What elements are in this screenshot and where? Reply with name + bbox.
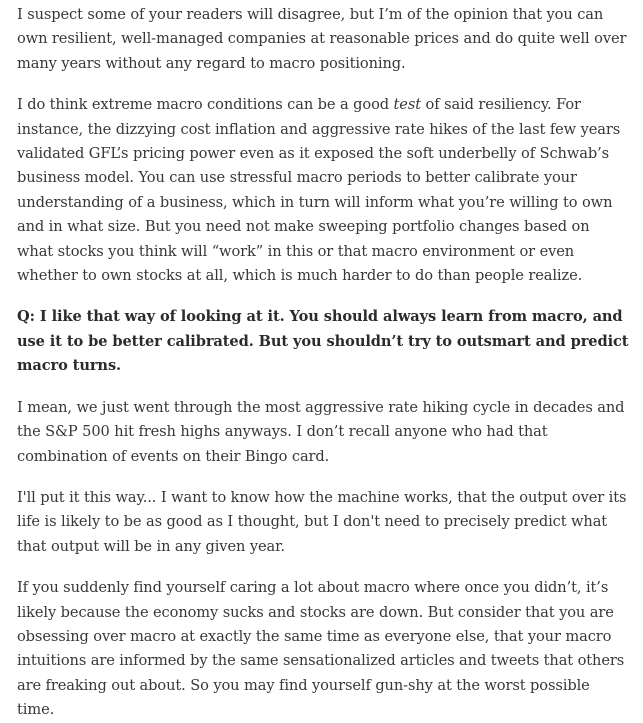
emphasis-test: test (393, 96, 422, 114)
paragraph-text: I'll put it this way... I want to know how the machine works, that the output over its life is likely to be as good as I thought, but I don't need to precisely predict what that output will be in any given year. (17, 488, 627, 555)
paragraph-macro-resiliency (17, 93, 629, 288)
paragraph-text: I do think extreme macro conditions can be a good (17, 96, 394, 114)
paragraph-text: of said resiliency. For instance, the dizzying cost inflation and aggressive rate hikes of the last few years validated GFL’s pricing power even as it exposed the soft underbelly of Schwab’s business model. You can use stressful macro periods to better calibrate your understanding of a business, which in turn will inform what you’re willing to own and in what size. But you need not make sweeping portfolio changes based on what stocks you think will “work” in this or that macro environment or even whether to own stocks at all, which is much harder to do than people realize. (17, 96, 621, 285)
paragraph-machine-works (17, 486, 629, 559)
question-text: Q: I like that way of looking at it. You should always learn from macro, and use it to be better calibrated. But you shouldn’t try to outsmart and predict macro turns. (17, 308, 629, 375)
paragraph-text: If you suddenly find yourself caring a lot about macro where once you didn’t, it’s likely because the economy sucks and stocks are down. But consider that you are obsessing over macro at exactly the same time as everyone else, that your macro intuitions are informed by the same sensationalized articles and tweets that others are freaking out about. So you may find yourself gun-shy at the worst possible time. (17, 579, 625, 719)
paragraph-text: I suspect some of your readers will disagree, but I’m of the opinion that you can own resilient, well-managed companies at reasonable prices and do quite well over many years without any regard to macro positioning. (17, 6, 627, 72)
paragraph-text: I mean, we just went through the most aggressive rate hiking cycle in decades and the S&P 500 hit fresh highs anyways. I don’t recall anyone who had that combination of events on their Bingo card. (17, 398, 625, 465)
paragraph-rate-hiking-cycle (17, 396, 629, 469)
paragraph-caring-about-macro (17, 576, 629, 722)
paragraph-macro-positioning (17, 3, 629, 76)
interview-question (17, 305, 629, 378)
